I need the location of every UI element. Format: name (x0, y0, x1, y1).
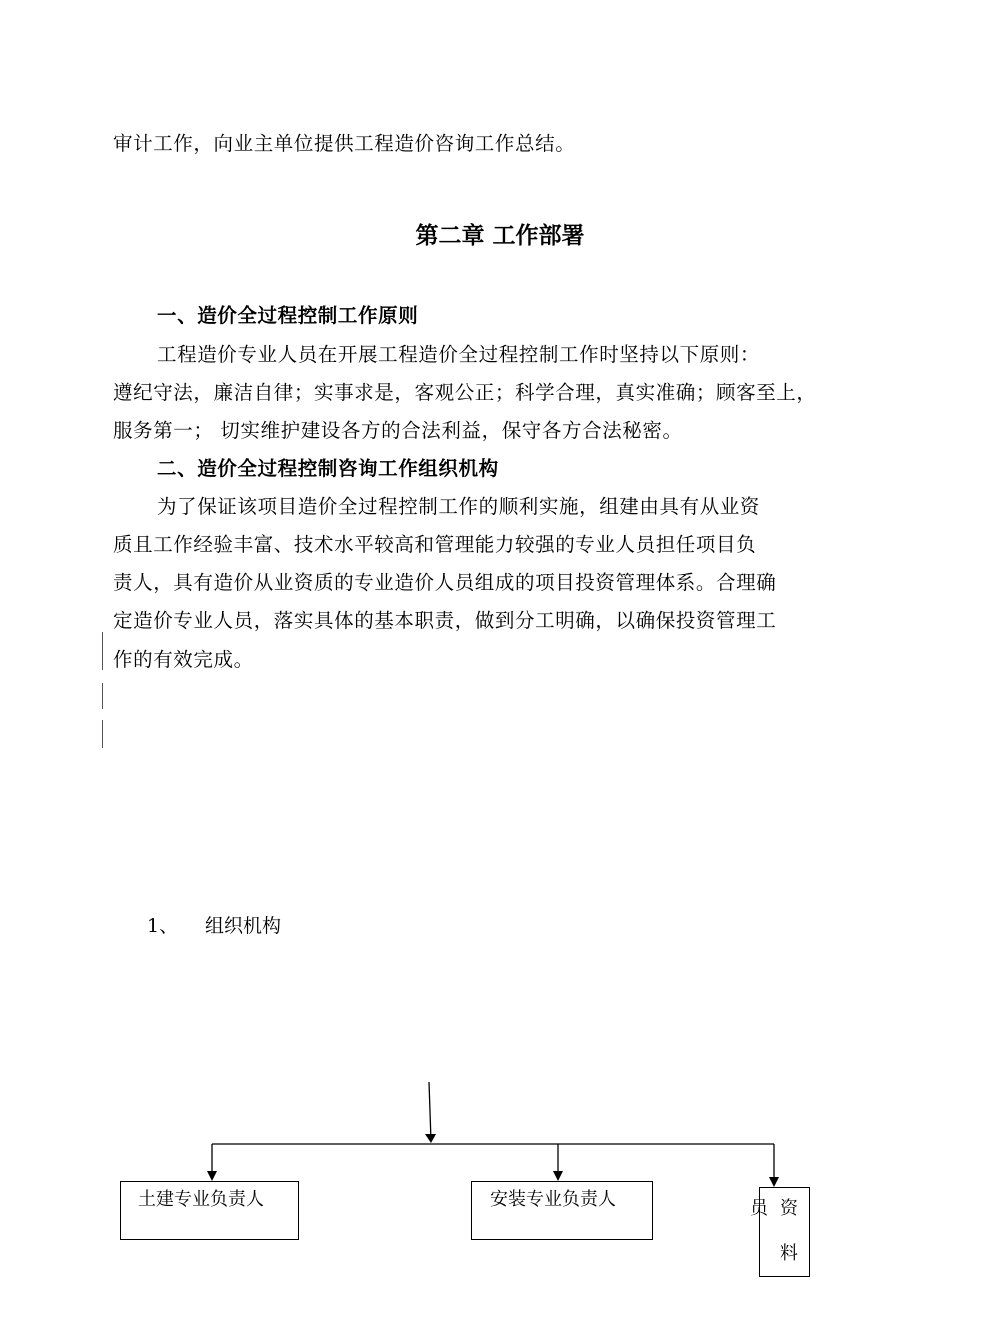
org-box-documents (750, 1187, 810, 1277)
section2-line-4: 定造价专业人员，落实具体的基本职责，做到分工明确，以确保投资管理工 (113, 609, 777, 632)
section1-heading: 一、造价全过程控制工作原则 (157, 304, 419, 327)
top-connector-arrow (429, 1082, 431, 1141)
org-section-title: 组织机构 (205, 915, 282, 937)
org-box-documents-clipped: 员 (750, 1198, 768, 1219)
right-arrowhead (769, 1177, 779, 1187)
section2-line-3: 责人，具有造价从业资质的专业造价人员组成的项目投资管理体系。合理确 (113, 571, 777, 594)
org-box-install-lead (471, 1181, 653, 1240)
continuation-line: 审计工作，向业主单位提供工程造价咨询工作总结。 (113, 132, 576, 155)
section1-line-2: 遵纪守法，廉洁自律；实事求是，客观公正；科学合理，真实准确；顾客至上， (113, 381, 817, 404)
left-arrowhead (207, 1171, 217, 1181)
section2-heading: 二、造价全过程控制咨询工作组织机构 (157, 457, 499, 480)
section2-line-1: 为了保证该项目造价全过程控制工作的顺利实施，组建由具有从业资 (157, 495, 761, 518)
middle-arrowhead (553, 1171, 563, 1181)
section2-line-2: 质且工作经验丰富、技术水平较高和管理能力较强的专业人员担任项目负 (113, 533, 757, 556)
org-box-documents-line2: 料 (780, 1243, 798, 1264)
org-box-civil-lead-label: 土建专业负责人 (138, 1189, 264, 1210)
org-box-install-lead-label: 安装专业负责人 (490, 1189, 616, 1210)
org-box-documents-line1: 资 (780, 1198, 798, 1219)
org-box-civil-lead (120, 1181, 299, 1240)
top-arrowhead (425, 1134, 436, 1143)
org-section-number: 1、 (147, 915, 179, 937)
section2-line-5: 作的有效完成。 (113, 648, 254, 671)
chapter-title: 第二章 工作部署 (415, 222, 585, 249)
section1-line-3: 服务第一； 切实维护建设各方的合法利益，保守各方合法秘密。 (113, 419, 683, 442)
section1-line-1: 工程造价专业人员在开展工程造价全过程控制工作时坚持以下原则： (157, 343, 761, 366)
